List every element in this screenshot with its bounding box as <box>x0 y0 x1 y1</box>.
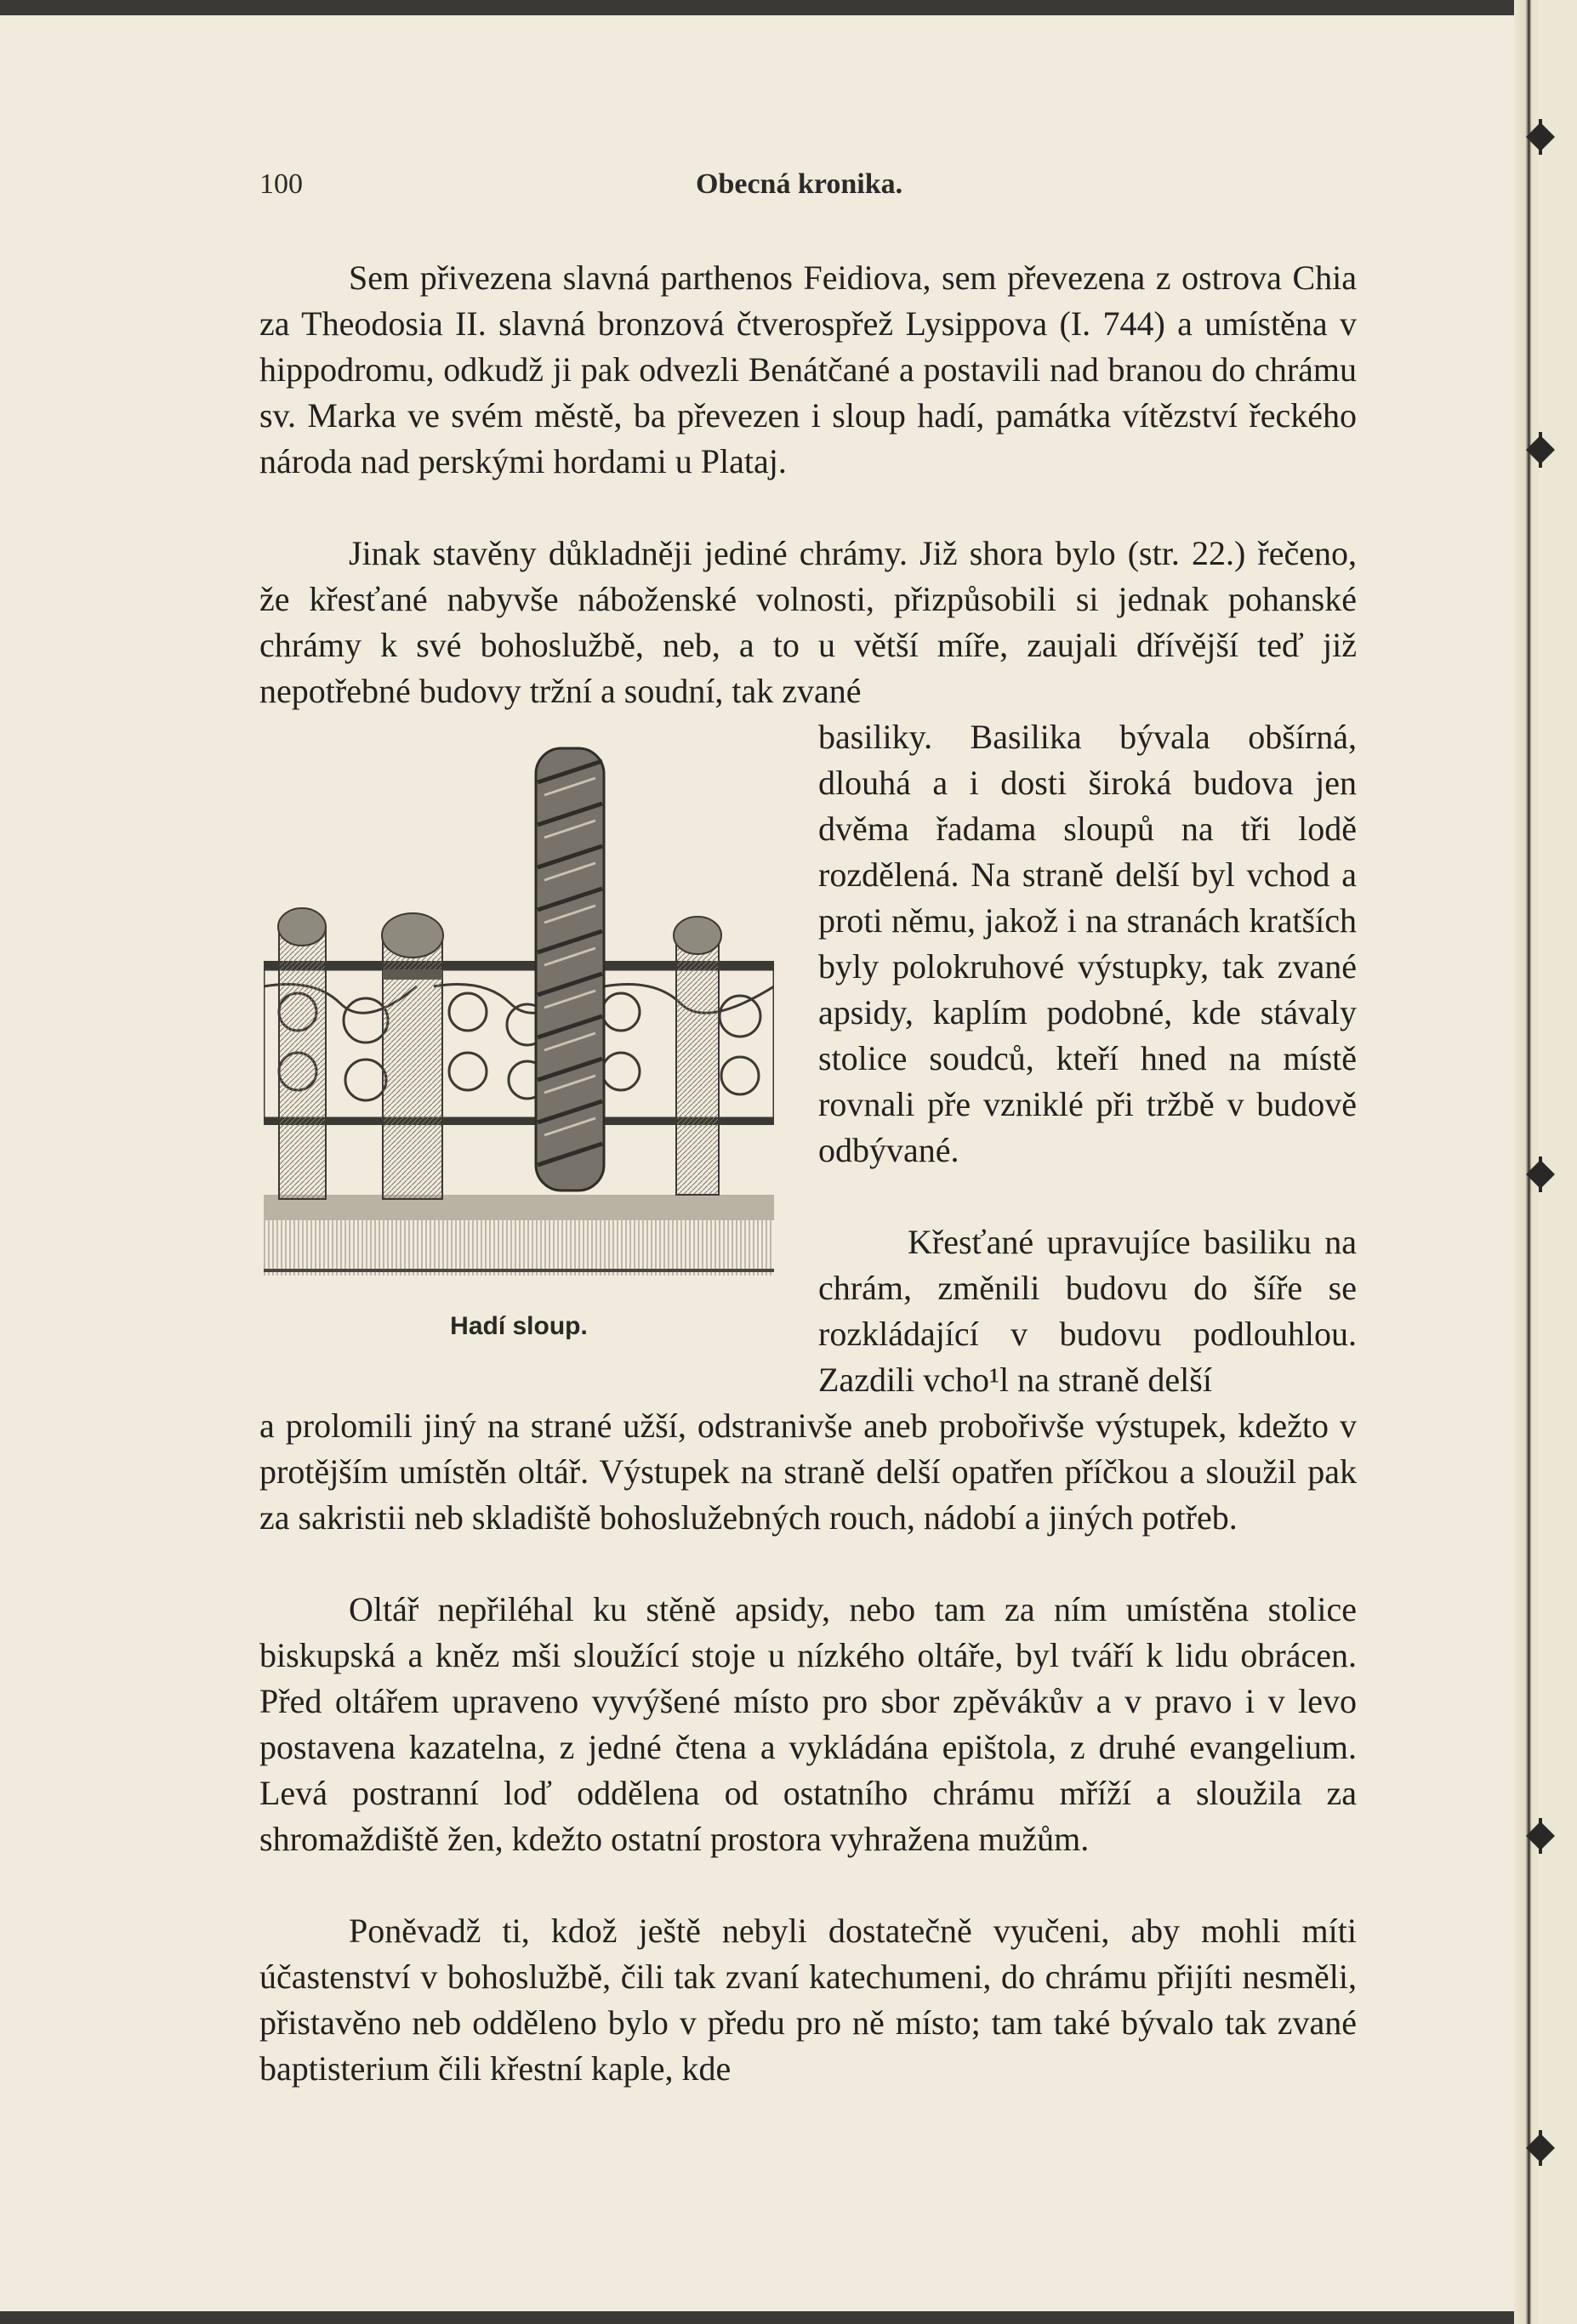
paragraph-4: Oltář nepřiléhal ku stěně apsidy, nebo tam za ním umístěna stolice biskupská a kněz mši sloužící stoje u nízkého oltáře, byl tváří k lidu obrácen. Před oltářem upraveno vyvýšené místo pro sbor zpěvákův a v pravo i v levo postavena kazatelna, z jedné čtena a vykládána epištola, z druhé evangelium. Levá postranní loď oddělena od ostatního chrámu mříží a sloužila za shromaždiště žen, kdežto ostatní prostora vyhražena mužům. <box>259 1590 1357 1858</box>
page-number: 100 <box>259 168 303 200</box>
binding-thread-icon <box>1523 432 1558 468</box>
paragraph-2: Jinak stavěny důkladněji jediné chrámy. Již shora bylo (str. 22.) řečeno, že křesťané nabyvše náboženské volnosti, přizpůsobili si jednak pohanské chrámy k své bohoslužbě, neb, a to u větší míře, zaujali dřívější teď již nepotřebné budovy tržní a soudní, tak zvané <box>259 534 1357 710</box>
paragraph-2-continued: basiliky. Basilika bývala obšírná, dlouhá a i dosti široká budova jen dvěma řadama sloupů na tři lodě rozdělená. Na straně delší byl vchod a proti němu, jakož i na stranách kratších byly polokruhové výstupky, tak zvané apsidy, kaplím podobné, kde stávaly stolice soudců, kteří hned na místě rovnali pře vzniklé při tržbě v budově odbývané. <box>818 718 1357 1169</box>
binding-thread-icon <box>1523 2130 1558 2166</box>
running-title: Obecná kronika. <box>696 168 903 200</box>
binding-thread-icon <box>1523 1818 1558 1854</box>
binding-thread-icon <box>1523 119 1558 155</box>
paragraph-5: Poněvadž ti, kdož ještě nebyli dostatečně vyučeni, aby mohli míti účastenství v bohoslužbě, čili tak zvaní katechumeni, do chrámu přijíti nesměli, přistavěno neb odděleno bylo v předu pro ně místo; tam také bývalo tak zvané baptisterium čili křestní kaple, kde <box>259 1912 1357 2088</box>
paragraph-3-continued: a prolomili jiný na strané užší, odstranivše aneb probořivše výstupek, kdežto v protějším umístěn oltář. Výstupek na straně delší opatřen příčkou a sloužil pak za sakristii neb skladiště bohoslužebných rouch, nádobí a jiných potřeb. <box>259 1406 1357 1537</box>
figure-caption: Hadí sloup. <box>450 1312 588 1340</box>
running-head <box>0 168 1531 202</box>
paragraph-1: Sem přivezena slavná parthenos Feidiova, sem převezena z ostrova Chia za Theodosia II. slavná bronzová čtverospřež Lysippova (I. 744) a umístěna v hippodromu, odkudž ji pak odvezli Benátčané a postavili nad branou do chrámu sv. Marka ve svém městě, ba převezen i sloup hadí, památka vítězství řeckého národa nad perskými hordami u Plataj. <box>259 259 1357 480</box>
paragraph-3: Křesťané upravujíce basiliku na chrám, změnili budovu do šíře se rozkládající v budovu podlouhlou. Zazdili vcho¹l na straně delší <box>818 1223 1357 1399</box>
serpent-column-illustration <box>264 731 774 1284</box>
binding-thread-icon <box>1523 1156 1558 1192</box>
